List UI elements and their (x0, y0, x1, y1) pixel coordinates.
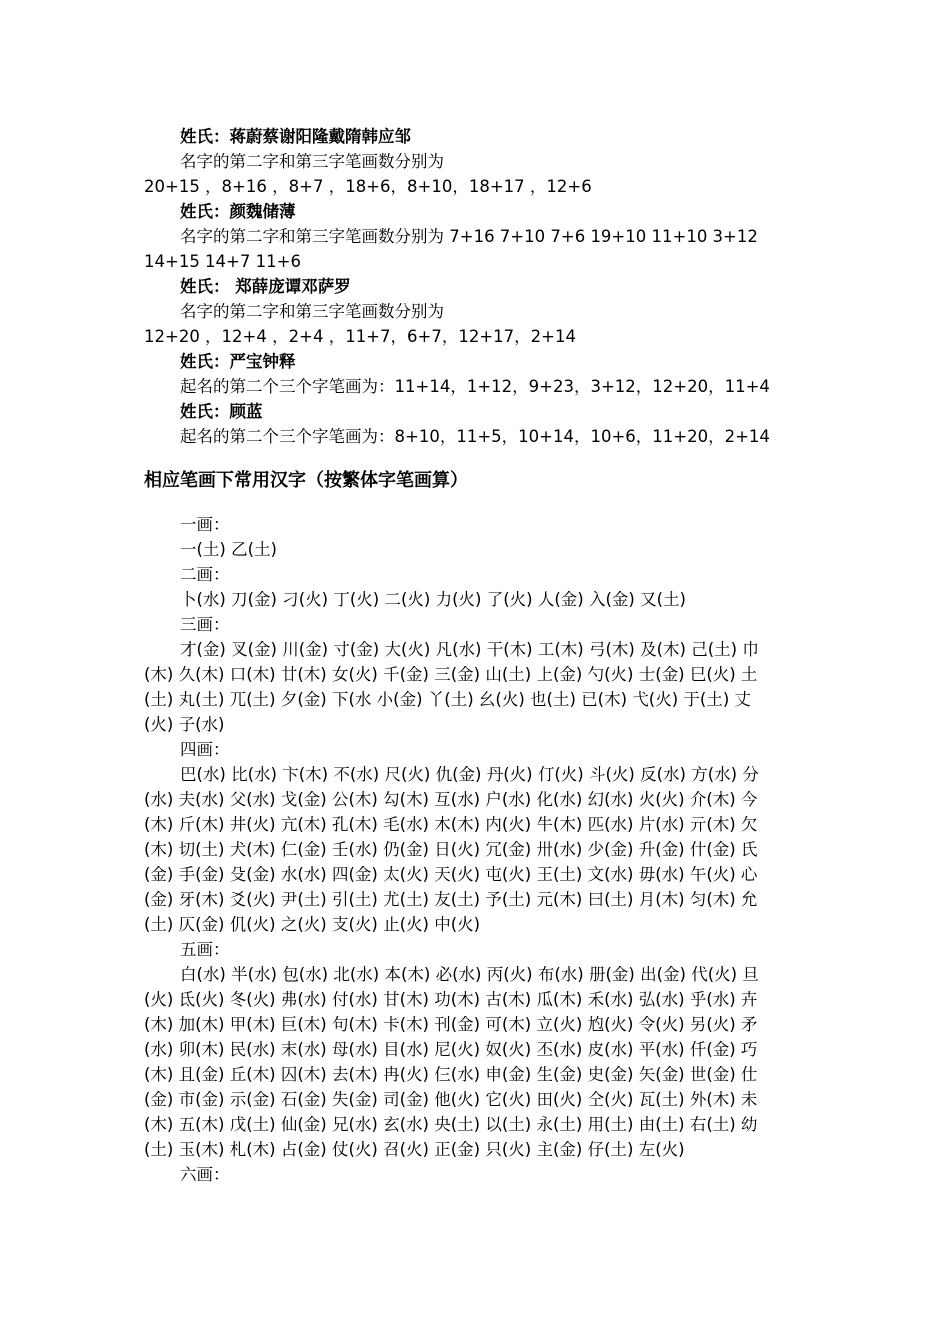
char-line: (土) 丸(土) 兀(土) 夕(金) 下(水 小(金) 丫(土) 幺(火) 也(土) 已(木) 弋(火) 于(土) 丈 (144, 690, 751, 709)
char-line: (木) 斤(木) 井(火) 亢(木) 孔(木) 毛(水) 木(木) 内(火) 牛(木) 匹(水) 片(水) 亓(木) 欠 (144, 815, 758, 834)
section-heading: 相应笔画下常用汉字（按繁体字笔画算） (144, 470, 468, 491)
char-line: (金) 市(金) 示(金) 石(金) 失(金) 司(金) 他(火) 它(火) 田(火) 仝(火) 瓦(土) 外(木) 未 (144, 1090, 758, 1109)
char-line: (水) 卯(木) 民(水) 末(水) 母(水) 目(水) 尼(火) 奴(火) 丕(水) 皮(水) 平(水) 仟(金) 巧 (144, 1040, 758, 1059)
surname-values: 12+20 ，12+4 ，2+4 ，11+7，6+7，12+17，2+14 (144, 327, 576, 346)
char-line: 白(水) 半(水) 包(水) 北(水) 本(木) 必(水) 丙(火) 布(水) 册(金) 出(金) 代(火) 旦 (180, 965, 759, 984)
surname-label: 姓氏：顾蓝 (180, 402, 263, 421)
char-line: (木) 切(土) 犬(木) 仁(金) 壬(水) 仍(金) 日(火) 冗(金) 卅(水) 少(金) 升(金) 什(金) 氏 (144, 840, 758, 859)
char-line: (木) 久(木) 口(木) 廿(木) 女(火) 千(金) 三(金) 山(土) 上(金) 勺(火) 士(金) 巳(火) 土 (144, 665, 758, 684)
stroke-label: 二画： (180, 565, 230, 584)
stroke-label: 一画： (180, 515, 230, 534)
stroke-label: 六画： (180, 1165, 230, 1184)
char-line: (水) 夫(水) 父(水) 戈(金) 公(木) 勾(木) 互(水) 户(水) 化(水) 幻(水) 火(火) 介(木) 今 (144, 790, 758, 809)
char-line: 才(金) 叉(金) 川(金) 寸(金) 大(火) 凡(水) 干(木) 工(木) 弓(木) 及(木) 己(土) 巾 (180, 640, 759, 659)
surname-label: 姓氏：颜魏储薄 (180, 202, 296, 221)
surname-values: 14+15 14+7 11+6 (144, 252, 301, 271)
char-line: (土) 玉(木) 札(木) 占(金) 仗(火) 召(火) 正(金) 只(火) 主(金) 仔(土) 左(火) (144, 1140, 685, 1159)
char-line: (金) 手(金) 殳(金) 水(水) 四(金) 太(火) 天(火) 屯(火) 王(土) 文(水) 毋(水) 午(火) 心 (144, 865, 758, 884)
char-line: (木) 五(木) 戊(土) 仙(金) 兄(水) 玄(水) 央(土) 以(土) 永(土) 用(土) 由(土) 右(土) 幼 (144, 1115, 758, 1134)
surname-label: 姓氏： 郑薛庞谭邓萨罗 (180, 277, 351, 296)
surname-desc: 名字的第二字和第三字笔画数分别为 (180, 152, 444, 171)
char-line: (木) 加(木) 甲(木) 巨(木) 句(木) 卡(木) 刊(金) 可(木) 立(火) 尥(火) 令(火) 另(火) 矛 (144, 1015, 758, 1034)
stroke-label: 三画： (180, 615, 230, 634)
surname-desc: 起名的第二个三个字笔画为：11+14，1+12，9+23，3+12，12+20，11+4 (180, 377, 770, 396)
surname-desc: 名字的第二字和第三字笔画数分别为 (180, 302, 444, 321)
surname-label: 姓氏：蒋蔚蔡谢阳隆戴隋韩应邹 (180, 127, 411, 146)
surname-desc: 起名的第二个三个字笔画为：8+10，11+5，10+14，10+6，11+20，2+14 (180, 427, 770, 446)
surname-values: 20+15 ，8+16 ，8+7 ，18+6，8+10，18+17 ，12+6 (144, 177, 592, 196)
char-line: (土) 仄(金) 仉(火) 之(火) 支(火) 止(火) 中(火) (144, 915, 481, 934)
stroke-label: 五画： (180, 940, 230, 959)
char-line: 巴(水) 比(水) 卞(木) 不(水) 尺(火) 仇(金) 丹(火) 仃(火) 斗(火) 反(水) 方(水) 分 (180, 765, 759, 784)
stroke-label: 四画： (180, 740, 230, 759)
char-line: (火) 氐(火) 冬(火) 弗(水) 付(水) 甘(木) 功(木) 古(木) 瓜(木) 禾(水) 弘(水) 乎(水) 卉 (144, 990, 758, 1009)
char-line: 一(土) 乙(土) (180, 540, 277, 559)
surname-label: 姓氏：严宝钟释 (180, 352, 296, 371)
surname-desc: 名字的第二字和第三字笔画数分别为 7+16 7+10 7+6 19+10 11+10 3+12 (180, 227, 758, 246)
char-line: 卜(水) 刀(金) 刁(火) 丁(火) 二(火) 力(火) 了(火) 人(金) 入(金) 又(土) (180, 590, 686, 609)
char-line: (木) 且(金) 丘(木) 囚(木) 去(木) 冉(火) 仨(水) 申(金) 生(金) 史(金) 矢(金) 世(金) 仕 (144, 1065, 758, 1084)
char-line: (金) 牙(木) 爻(火) 尹(土) 引(土) 尤(土) 友(土) 予(土) 元(木) 曰(土) 月(木) 匀(木) 允 (144, 890, 758, 909)
char-line: (火) 子(水) (144, 715, 225, 734)
